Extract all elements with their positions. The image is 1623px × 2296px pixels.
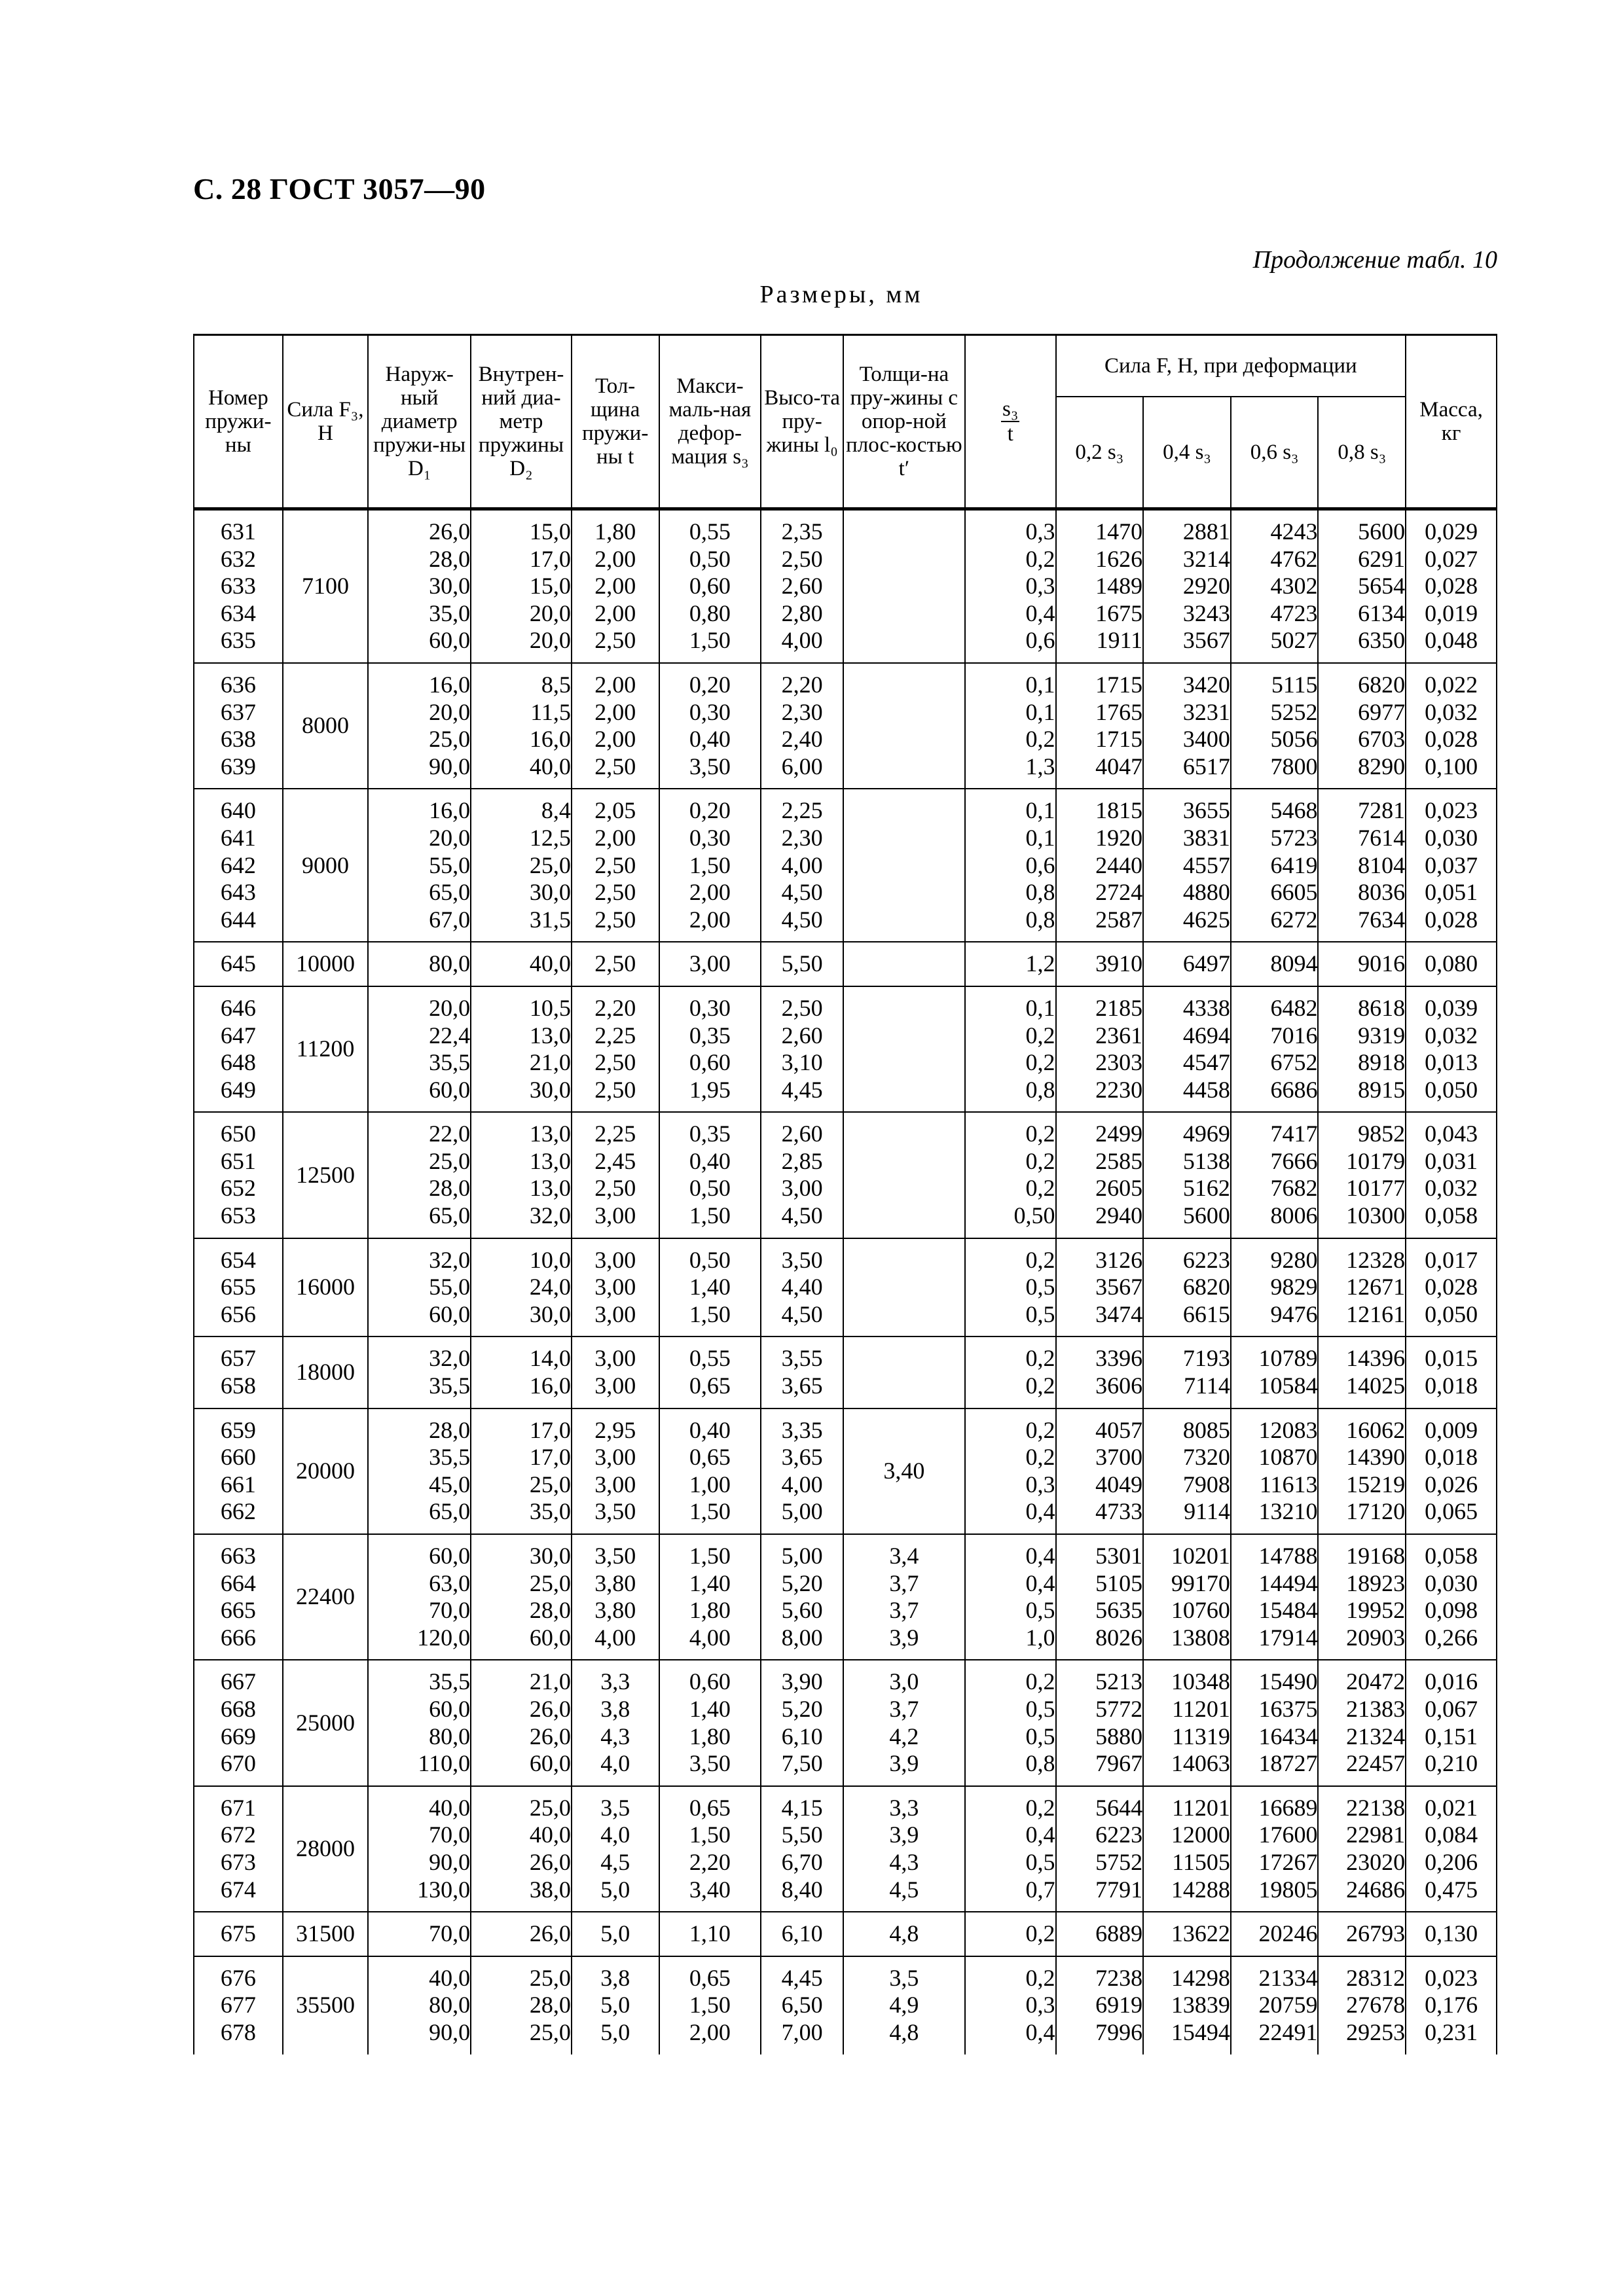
cell-number: 645 xyxy=(194,942,283,986)
cell-force-0-6: 8094 xyxy=(1231,942,1319,986)
cell-thickness: 2,50 xyxy=(572,942,659,986)
cell-max-deformation: 0,20 0,30 0,40 3,50 xyxy=(659,663,761,789)
cell-outer-diameter: 70,0 xyxy=(368,1912,471,1956)
cell-thickness: 2,20 2,25 2,50 2,50 xyxy=(572,986,659,1112)
cell-force-0-4: 4969 5138 5162 5600 xyxy=(1143,1112,1231,1238)
cell-force-0-8: 6820 6977 6703 8290 xyxy=(1318,663,1406,789)
table-body xyxy=(194,509,1497,2054)
cell-force-0-6: 20246 xyxy=(1231,1912,1319,1956)
cell-outer-diameter: 22,0 25,0 28,0 65,0 xyxy=(368,1112,471,1238)
cell-height: 3,50 4,40 4,50 xyxy=(761,1238,843,1337)
col-header-outer-diameter: Наруж-ный диаметр пружи-ны D₁ xyxy=(368,335,471,509)
cell-outer-diameter: 32,0 55,0 60,0 xyxy=(368,1238,471,1337)
cell-inner-diameter: 17,0 17,0 25,0 35,0 xyxy=(471,1408,572,1534)
table-row-group xyxy=(194,509,1497,663)
cell-force-0-4: 8085 7320 7908 9114 xyxy=(1143,1408,1231,1534)
cell-number: 650 651 652 653 xyxy=(194,1112,283,1238)
cell-force-0-4: 6497 xyxy=(1143,942,1231,986)
cell-outer-diameter: 32,0 35,5 xyxy=(368,1336,471,1408)
cell-force: 8000 xyxy=(283,663,369,789)
cell-height: 3,90 5,20 6,10 7,50 xyxy=(761,1660,843,1785)
cell-number: 657 658 xyxy=(194,1336,283,1408)
cell-force: 20000 xyxy=(283,1408,369,1534)
cell-mass: 0,017 0,028 0,050 xyxy=(1406,1238,1497,1337)
cell-force-0-8: 14396 14025 xyxy=(1318,1336,1406,1408)
cell-mass: 0,016 0,067 0,151 0,210 xyxy=(1406,1660,1497,1785)
cell-force-0-2: 7238 6919 7996 xyxy=(1056,1956,1144,2054)
cell-support-thickness: 3,0 3,7 4,2 3,9 xyxy=(843,1660,965,1785)
cell-force-0-6: 16689 17600 17267 19805 xyxy=(1231,1786,1319,1912)
cell-force-0-4: 6223 6820 6615 xyxy=(1143,1238,1231,1337)
cell-force: 31500 xyxy=(283,1912,369,1956)
cell-inner-diameter: 8,5 11,5 16,0 40,0 xyxy=(471,663,572,789)
cell-force-0-2: 1715 1765 1715 4047 xyxy=(1056,663,1144,789)
col-header-max-deformation: Макси-маль-ная дефор-мация s₃ xyxy=(659,335,761,509)
table-row-group xyxy=(194,1660,1497,1785)
cell-max-deformation: 0,35 0,40 0,50 1,50 xyxy=(659,1112,761,1238)
col-header-thickness: Тол-щина пружи-ны t xyxy=(572,335,659,509)
cell-number: 631 632 633 634 635 xyxy=(194,509,283,663)
cell-mass: 0,023 0,030 0,037 0,051 0,028 xyxy=(1406,789,1497,942)
cell-number: 671 672 673 674 xyxy=(194,1786,283,1912)
cell-force-0-2: 3396 3606 xyxy=(1056,1336,1144,1408)
cell-ratio: 0,2 0,4 0,5 0,7 xyxy=(965,1786,1056,1912)
cell-force-0-2: 1815 1920 2440 2724 2587 xyxy=(1056,789,1144,942)
cell-inner-diameter: 13,0 13,0 13,0 32,0 xyxy=(471,1112,572,1238)
cell-ratio: 0,2 0,2 0,3 0,4 xyxy=(965,1408,1056,1534)
cell-number: 659 660 661 662 xyxy=(194,1408,283,1534)
cell-mass: 0,058 0,030 0,098 0,266 xyxy=(1406,1534,1497,1660)
cell-force-0-6: 15490 16375 16434 18727 xyxy=(1231,1660,1319,1785)
ratio-denominator: t xyxy=(1007,422,1013,446)
cell-max-deformation: 0,30 0,35 0,60 1,95 xyxy=(659,986,761,1112)
cell-force-0-8: 9852 10179 10177 10300 xyxy=(1318,1112,1406,1238)
cell-force-0-2: 4057 3700 4049 4733 xyxy=(1056,1408,1144,1534)
cell-inner-diameter: 10,0 24,0 30,0 xyxy=(471,1238,572,1337)
cell-max-deformation: 0,55 0,50 0,60 0,80 1,50 xyxy=(659,509,761,663)
cell-outer-diameter: 20,0 22,4 35,5 60,0 xyxy=(368,986,471,1112)
cell-thickness: 2,95 3,00 3,00 3,50 xyxy=(572,1408,659,1534)
cell-force: 12500 xyxy=(283,1112,369,1238)
cell-number: 676 677 678 xyxy=(194,1956,283,2054)
cell-ratio: 0,2 0,2 0,2 0,50 xyxy=(965,1112,1056,1238)
page-header: С. 28 ГОСТ 3057—90 xyxy=(193,172,486,206)
col-header-force-0-8: 0,8 s₃ xyxy=(1318,397,1406,509)
cell-thickness: 3,00 3,00 xyxy=(572,1336,659,1408)
cell-outer-diameter: 16,0 20,0 25,0 90,0 xyxy=(368,663,471,789)
table-row-group xyxy=(194,1956,1497,2054)
cell-force: 11200 xyxy=(283,986,369,1112)
cell-support-thickness xyxy=(843,1112,965,1238)
cell-mass: 0,021 0,084 0,206 0,475 xyxy=(1406,1786,1497,1912)
cell-force: 22400 xyxy=(283,1534,369,1660)
cell-support-thickness: 3,4 3,7 3,7 3,9 xyxy=(843,1534,965,1660)
cell-inner-diameter: 15,0 17,0 15,0 20,0 20,0 xyxy=(471,509,572,663)
table-row-group xyxy=(194,986,1497,1112)
cell-max-deformation: 3,00 xyxy=(659,942,761,986)
cell-force-0-4: 13622 xyxy=(1143,1912,1231,1956)
ratio-numerator: s₃ xyxy=(1002,397,1019,421)
cell-max-deformation: 0,55 0,65 xyxy=(659,1336,761,1408)
cell-thickness: 2,25 2,45 2,50 3,00 xyxy=(572,1112,659,1238)
cell-height: 2,25 2,30 4,00 4,50 4,50 xyxy=(761,789,843,942)
cell-ratio: 0,2 0,2 xyxy=(965,1336,1056,1408)
cell-force-0-2: 2185 2361 2303 2230 xyxy=(1056,986,1144,1112)
cell-thickness: 3,50 3,80 3,80 4,00 xyxy=(572,1534,659,1660)
cell-force-0-6: 6482 7016 6752 6686 xyxy=(1231,986,1319,1112)
cell-force: 28000 xyxy=(283,1786,369,1912)
cell-number: 654 655 656 xyxy=(194,1238,283,1337)
cell-force: 10000 xyxy=(283,942,369,986)
cell-force: 35500 xyxy=(283,1956,369,2054)
col-header-force-0-4: 0,4 s₃ xyxy=(1143,397,1231,509)
cell-force-0-8: 28312 27678 29253 xyxy=(1318,1956,1406,2054)
cell-support-thickness: 3,3 3,9 4,3 4,5 xyxy=(843,1786,965,1912)
cell-mass: 0,015 0,018 xyxy=(1406,1336,1497,1408)
cell-outer-diameter: 40,0 80,0 90,0 xyxy=(368,1956,471,2054)
cell-force: 25000 xyxy=(283,1660,369,1785)
cell-force-0-8: 19168 18923 19952 20903 xyxy=(1318,1534,1406,1660)
springs-table xyxy=(193,334,1497,2054)
cell-support-thickness xyxy=(843,1336,965,1408)
units-caption: Размеры, мм xyxy=(759,281,923,308)
cell-height: 2,20 2,30 2,40 6,00 xyxy=(761,663,843,789)
cell-force-0-8: 22138 22981 23020 24686 xyxy=(1318,1786,1406,1912)
col-header-force-0-2: 0,2 s₃ xyxy=(1056,397,1144,509)
col-header-force: Сила F₃, Н xyxy=(283,335,369,509)
cell-height: 3,55 3,65 xyxy=(761,1336,843,1408)
cell-mass: 0,080 xyxy=(1406,942,1497,986)
cell-height: 5,00 5,20 5,60 8,00 xyxy=(761,1534,843,1660)
cell-force: 9000 xyxy=(283,789,369,942)
cell-inner-diameter: 10,5 13,0 21,0 30,0 xyxy=(471,986,572,1112)
cell-force-0-4: 3655 3831 4557 4880 4625 xyxy=(1143,789,1231,942)
cell-force-0-2: 5213 5772 5880 7967 xyxy=(1056,1660,1144,1785)
cell-height: 2,50 2,60 3,10 4,45 xyxy=(761,986,843,1112)
cell-max-deformation: 0,20 0,30 1,50 2,00 2,00 xyxy=(659,789,761,942)
cell-height: 6,10 xyxy=(761,1912,843,1956)
cell-height: 5,50 xyxy=(761,942,843,986)
cell-force-0-8: 8618 9319 8918 8915 xyxy=(1318,986,1406,1112)
cell-force-0-4: 4338 4694 4547 4458 xyxy=(1143,986,1231,1112)
cell-force-0-2: 5644 6223 5752 7791 xyxy=(1056,1786,1144,1912)
cell-force-0-6: 10789 10584 xyxy=(1231,1336,1319,1408)
cell-outer-diameter: 28,0 35,5 45,0 65,0 xyxy=(368,1408,471,1534)
cell-ratio: 0,2 xyxy=(965,1912,1056,1956)
cell-outer-diameter: 40,0 70,0 90,0 130,0 xyxy=(368,1786,471,1912)
cell-mass: 0,043 0,031 0,032 0,058 xyxy=(1406,1112,1497,1238)
cell-height: 4,15 5,50 6,70 8,40 xyxy=(761,1786,843,1912)
table-row-group xyxy=(194,942,1497,986)
table-continuation-label: Продолжение табл. 10 xyxy=(1252,246,1497,274)
cell-mass: 0,130 xyxy=(1406,1912,1497,1956)
cell-max-deformation: 0,65 1,50 2,20 3,40 xyxy=(659,1786,761,1912)
cell-support-thickness: 4,8 xyxy=(843,1912,965,1956)
cell-max-deformation: 0,50 1,40 1,50 xyxy=(659,1238,761,1337)
cell-inner-diameter: 14,0 16,0 xyxy=(471,1336,572,1408)
cell-mass: 0,039 0,032 0,013 0,050 xyxy=(1406,986,1497,1112)
cell-thickness: 3,8 5,0 5,0 xyxy=(572,1956,659,2054)
cell-force-0-6: 14788 14494 15484 17914 xyxy=(1231,1534,1319,1660)
cell-mass: 0,023 0,176 0,231 xyxy=(1406,1956,1497,2054)
cell-outer-diameter: 16,0 20,0 55,0 65,0 67,0 xyxy=(368,789,471,942)
cell-support-thickness xyxy=(843,789,965,942)
cell-force: 16000 xyxy=(283,1238,369,1337)
cell-force-0-4: 11201 12000 11505 14288 xyxy=(1143,1786,1231,1912)
cell-number: 675 xyxy=(194,1912,283,1956)
col-header-inner-diameter: Внутрен-ний диа-метр пружины D₂ xyxy=(471,335,572,509)
cell-inner-diameter: 26,0 xyxy=(471,1912,572,1956)
cell-force-0-4: 14298 13839 15494 xyxy=(1143,1956,1231,2054)
cell-max-deformation: 0,65 1,50 2,00 xyxy=(659,1956,761,2054)
cell-height: 4,45 6,50 7,00 xyxy=(761,1956,843,2054)
col-header-mass: Масса, кг xyxy=(1406,335,1497,509)
cell-force-0-6: 9280 9829 9476 xyxy=(1231,1238,1319,1337)
cell-force-0-2: 5301 5105 5635 8026 xyxy=(1056,1534,1144,1660)
table-row-group xyxy=(194,1408,1497,1534)
cell-thickness: 2,00 2,00 2,00 2,50 xyxy=(572,663,659,789)
cell-force-0-8: 26793 xyxy=(1318,1912,1406,1956)
cell-force-0-6: 7417 7666 7682 8006 xyxy=(1231,1112,1319,1238)
cell-force-0-6: 12083 10870 11613 13210 xyxy=(1231,1408,1319,1534)
table-row-group xyxy=(194,1238,1497,1337)
col-header-ratio xyxy=(965,335,1056,509)
cell-force-0-2: 1470 1626 1489 1675 1911 xyxy=(1056,509,1144,663)
cell-max-deformation: 1,50 1,40 1,80 4,00 xyxy=(659,1534,761,1660)
cell-force-0-8: 16062 14390 15219 17120 xyxy=(1318,1408,1406,1534)
table-row-group xyxy=(194,1912,1497,1956)
cell-number: 663 664 665 666 xyxy=(194,1534,283,1660)
cell-number: 646 647 648 649 xyxy=(194,986,283,1112)
cell-ratio: 1,2 xyxy=(965,942,1056,986)
cell-force-0-4: 10348 11201 11319 14063 xyxy=(1143,1660,1231,1785)
cell-number: 640 641 642 643 644 xyxy=(194,789,283,942)
col-header-force-0-6: 0,6 s₃ xyxy=(1231,397,1319,509)
table-row-group xyxy=(194,1112,1497,1238)
cell-force-0-6: 4243 4762 4302 4723 5027 xyxy=(1231,509,1319,663)
cell-thickness: 3,00 3,00 3,00 xyxy=(572,1238,659,1337)
cell-outer-diameter: 26,0 28,0 30,0 35,0 60,0 xyxy=(368,509,471,663)
cell-max-deformation: 0,60 1,40 1,80 3,50 xyxy=(659,1660,761,1785)
cell-thickness: 1,80 2,00 2,00 2,00 2,50 xyxy=(572,509,659,663)
cell-thickness: 3,5 4,0 4,5 5,0 xyxy=(572,1786,659,1912)
cell-force-0-8: 12328 12671 12161 xyxy=(1318,1238,1406,1337)
cell-force-0-4: 7193 7114 xyxy=(1143,1336,1231,1408)
table-row-group xyxy=(194,1534,1497,1660)
cell-inner-diameter: 40,0 xyxy=(471,942,572,986)
cell-number: 636 637 638 639 xyxy=(194,663,283,789)
cell-support-thickness xyxy=(843,986,965,1112)
cell-outer-diameter: 80,0 xyxy=(368,942,471,986)
cell-height: 2,60 2,85 3,00 4,50 xyxy=(761,1112,843,1238)
col-header-height: Высо-та пру-жины l₀ xyxy=(761,335,843,509)
table-row-group xyxy=(194,789,1497,942)
cell-max-deformation: 0,40 0,65 1,00 1,50 xyxy=(659,1408,761,1534)
cell-support-thickness: 3,5 4,9 4,8 xyxy=(843,1956,965,2054)
cell-height: 2,35 2,50 2,60 2,80 4,00 xyxy=(761,509,843,663)
cell-force-0-8: 5600 6291 5654 6134 6350 xyxy=(1318,509,1406,663)
cell-force-0-4: 10201 99170 10760 13808 xyxy=(1143,1534,1231,1660)
cell-force-0-2: 3910 xyxy=(1056,942,1144,986)
cell-ratio: 0,1 0,1 0,2 1,3 xyxy=(965,663,1056,789)
col-header-number: Номер пружи-ны xyxy=(194,335,283,509)
cell-force: 7100 xyxy=(283,509,369,663)
cell-force-0-6: 21334 20759 22491 xyxy=(1231,1956,1319,2054)
cell-force-0-2: 2499 2585 2605 2940 xyxy=(1056,1112,1144,1238)
cell-inner-diameter: 21,0 26,0 26,0 60,0 xyxy=(471,1660,572,1785)
cell-force-0-8: 20472 21383 21324 22457 xyxy=(1318,1660,1406,1785)
cell-support-thickness: 3,40 xyxy=(843,1408,965,1534)
cell-mass: 0,022 0,032 0,028 0,100 xyxy=(1406,663,1497,789)
cell-ratio: 0,1 0,2 0,2 0,8 xyxy=(965,986,1056,1112)
cell-number: 667 668 669 670 xyxy=(194,1660,283,1785)
cell-height: 3,35 3,65 4,00 5,00 xyxy=(761,1408,843,1534)
cell-inner-diameter: 25,0 28,0 25,0 xyxy=(471,1956,572,2054)
cell-force-0-4: 2881 3214 2920 3243 3567 xyxy=(1143,509,1231,663)
cell-force-0-2: 6889 xyxy=(1056,1912,1144,1956)
col-header-support-thickness: Толщи-на пру-жины с опор-ной плос-костью t′ xyxy=(843,335,965,509)
cell-force-0-8: 7281 7614 8104 8036 7634 xyxy=(1318,789,1406,942)
cell-ratio: 0,2 0,3 0,4 xyxy=(965,1956,1056,2054)
cell-ratio: 0,1 0,1 0,6 0,8 0,8 xyxy=(965,789,1056,942)
cell-thickness: 2,05 2,00 2,50 2,50 2,50 xyxy=(572,789,659,942)
cell-inner-diameter: 25,0 40,0 26,0 38,0 xyxy=(471,1786,572,1912)
cell-inner-diameter: 8,4 12,5 25,0 30,0 31,5 xyxy=(471,789,572,942)
cell-force-0-2: 3126 3567 3474 xyxy=(1056,1238,1144,1337)
cell-inner-diameter: 30,0 25,0 28,0 60,0 xyxy=(471,1534,572,1660)
cell-support-thickness xyxy=(843,1238,965,1337)
cell-thickness: 3,3 3,8 4,3 4,0 xyxy=(572,1660,659,1785)
cell-support-thickness xyxy=(843,942,965,986)
cell-force: 18000 xyxy=(283,1336,369,1408)
col-header-force-group: Сила F, Н, при деформации xyxy=(1056,335,1406,397)
table-row-group xyxy=(194,663,1497,789)
cell-ratio: 0,2 0,5 0,5 0,8 xyxy=(965,1660,1056,1785)
cell-force-0-8: 9016 xyxy=(1318,942,1406,986)
cell-outer-diameter: 35,5 60,0 80,0 110,0 xyxy=(368,1660,471,1785)
cell-force-0-6: 5468 5723 6419 6605 6272 xyxy=(1231,789,1319,942)
cell-thickness: 5,0 xyxy=(572,1912,659,1956)
cell-mass: 0,009 0,018 0,026 0,065 xyxy=(1406,1408,1497,1534)
cell-outer-diameter: 60,0 63,0 70,0 120,0 xyxy=(368,1534,471,1660)
cell-force-0-6: 5115 5252 5056 7800 xyxy=(1231,663,1319,789)
cell-support-thickness xyxy=(843,663,965,789)
ratio-fraction xyxy=(1001,397,1019,446)
cell-mass: 0,029 0,027 0,028 0,019 0,048 xyxy=(1406,509,1497,663)
cell-force-0-4: 3420 3231 3400 6517 xyxy=(1143,663,1231,789)
table-row-group xyxy=(194,1336,1497,1408)
cell-support-thickness xyxy=(843,509,965,663)
cell-ratio: 0,4 0,4 0,5 1,0 xyxy=(965,1534,1056,1660)
cell-ratio: 0,3 0,2 0,3 0,4 0,6 xyxy=(965,509,1056,663)
cell-max-deformation: 1,10 xyxy=(659,1912,761,1956)
table-row-group xyxy=(194,1786,1497,1912)
cell-ratio: 0,2 0,5 0,5 xyxy=(965,1238,1056,1337)
